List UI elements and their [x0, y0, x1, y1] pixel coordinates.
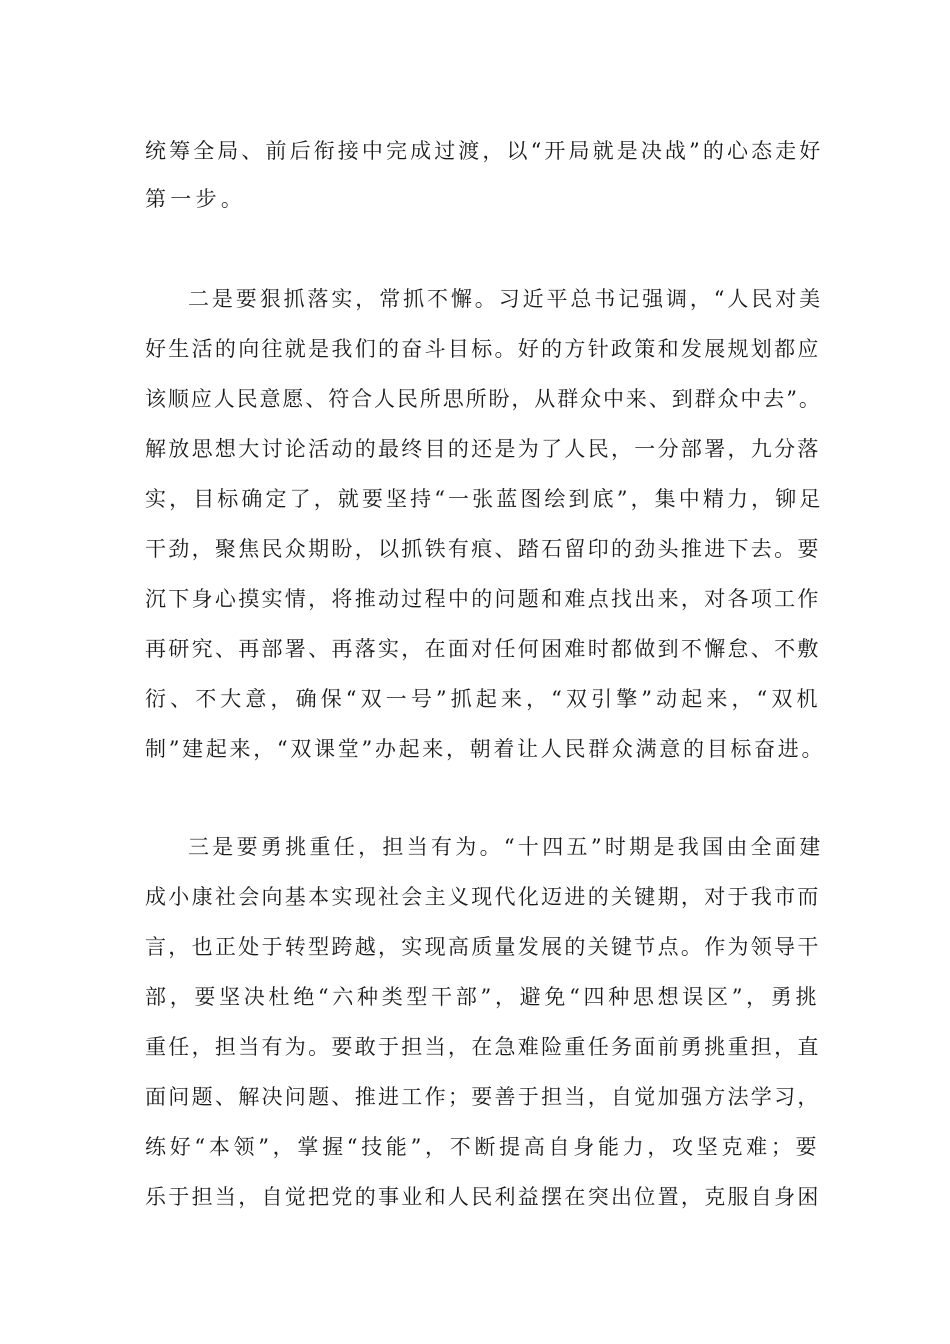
- paragraph-1-line-1: 统筹全局、前后衔接中完成过渡，以“开局就是决战”的心态走好: [145, 139, 824, 163]
- paragraph-2-line-9: 衍、不大意，确保“双一号”抓起来，“双引擎”动起来，“双机: [145, 687, 822, 711]
- paragraph-3-line-6: 面问题、解决问题、推进工作；要善于担当，自觉加强方法学习，: [145, 1085, 821, 1109]
- paragraph-3-line-2: 成小康社会向基本实现社会主义现代化迈进的关键期，对于我市而: [145, 885, 821, 909]
- paragraph-3-line-8: 乐于担当，自觉把党的事业和人民利益摆在突出位置，克服自身困: [145, 1185, 821, 1209]
- paragraph-3-line-7: 练好“本领”，掌握“技能”，不断提高自身能力，攻坚克难；要: [145, 1135, 821, 1159]
- paragraph-3-line-3: 言，也正处于转型跨越，实现高质量发展的关键节点。作为领导干: [145, 935, 821, 959]
- paragraph-3-line-5: 重任，担当有为。要敢于担当，在急难险重任务面前勇挑重担，直: [145, 1035, 821, 1059]
- paragraph-2-line-4: 解放思想大讨论活动的最终目的还是为了人民，一分部署，九分落: [145, 437, 821, 461]
- paragraph-3-line-1: 三是要勇挑重任，担当有为。“十四五”时期是我国由全面建: [188, 835, 824, 859]
- paragraph-2-line-10: 制”建起来，“双课堂”办起来，朝着让人民群众满意的目标奋进。: [145, 737, 826, 761]
- paragraph-2-line-8: 再研究、再部署、再落实，在面对任何困难时都做到不懈怠、不敷: [145, 637, 821, 661]
- paragraph-3-line-4: 部，要坚决杜绝“六种类型干部”，避免“四种思想误区”，勇挑: [145, 985, 821, 1009]
- paragraph-2-line-3: 该顺应人民意愿、符合人民所思所盼，从群众中来、到群众中去”。: [145, 387, 822, 411]
- paragraph-2-line-6: 干劲，聚焦民众期盼，以抓铁有痕、踏石留印的劲头推进下去。要: [145, 537, 821, 561]
- paragraph-2-line-5: 实，目标确定了，就要坚持“一张蓝图绘到底”，集中精力，铆足: [145, 487, 824, 511]
- paragraph-2-line-2: 好生活的向往就是我们的奋斗目标。好的方针政策和发展规划都应: [145, 337, 821, 361]
- paragraph-2-line-7: 沉下身心摸实情，将推动过程中的问题和难点找出来，对各项工作: [145, 587, 821, 611]
- paragraph-2-line-1: 二是要狠抓落实，常抓不懈。习近平总书记强调，“人民对美: [188, 287, 824, 311]
- paragraph-1-line-2: 第一步。: [145, 187, 247, 211]
